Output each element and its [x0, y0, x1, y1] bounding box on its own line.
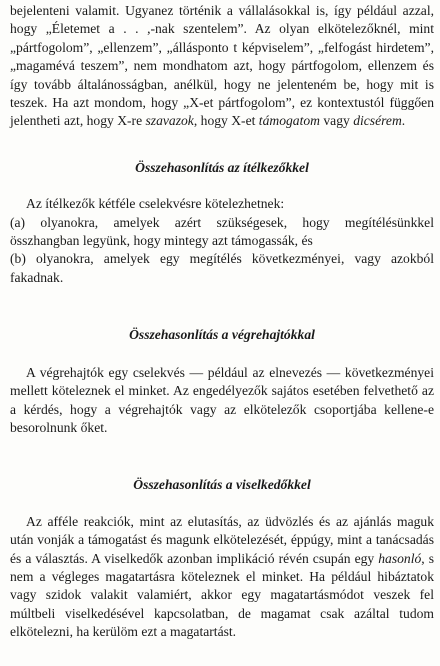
section-heading-executors: Összehasonlítás a végrehajtókkal — [129, 327, 315, 343]
judges-item-b: (b) olyanokra, amelyek egy megítélés következményei, vagy azokból fakadnak. — [10, 251, 434, 285]
intro-italic-vote: szavazok — [145, 113, 194, 129]
behavers-italic-similar: hasonló — [378, 550, 422, 566]
section-heading-behavers: Összehasonlítás a viselkedőkkel — [133, 477, 311, 493]
intro-text-3: vagy — [319, 113, 354, 129]
behavers-text-1: Az afféle reakciók, mint az elutasítás, az üdvözlés és az ajánlás maguk után vonják a támogatást és magunk elkötelezését, éppúgy, mint a tanácsadás és a választás. A viselkedők azonban implikáció révén csupán egy — [10, 513, 434, 566]
intro-paragraph — [10, 2, 434, 131]
judges-lead: Az ítélkezők kétféle cselekvésre kötelezhetnek: — [26, 196, 285, 212]
section-body-behavers — [10, 513, 434, 642]
section-body-judges — [10, 195, 434, 287]
section-body-executors: A végrehajtók egy cselekvés — például az elnevezés — következményei mellett köteleznek el minket. Az engedélyezők sajátos esetében felvethető az a kérdés, hogy a végrehajtók vagy az elkötelezők csoportjába kellene-e besorolnunk őket. — [10, 364, 434, 435]
intro-italic-praise: dicsérem — [353, 113, 402, 129]
intro-text-1: bejelenteni valamit. Ugyanez történik a vállalásokkal is, így például azzal, hogy „Életemet a . . ,-nak szentelem”. Az olyan elkötelezőknél, mint „pártfogolom”, „ellenzem”, „állásponto t képviselem”, „felfogást hirdetem”, „magamévá teszem”, nem mondhatom azt, hogy pártfogolom, ellenzem és így tovább általánosságban, anélkül, hogy ne jelenteném be, hogy mit is teszek. Ha azt mondom, hogy „X-et pártfogolom”, ez kontextustól függően jelentheti azt, hogy X-re — [10, 3, 434, 129]
intro-italic-support: támogatom — [258, 113, 320, 129]
intro-text-4: . — [401, 113, 406, 129]
behavers-text-2: , s nem a végleges magatartásra köteleznek el minket. Ha például hibáztatok vagy szidok valakit valamiért, akkor egy magatartásmódot veszek fel múltbeli viselkedésével kapcsolatban, de magamat csak azáltal tudom elkötelezni, ha kerülöm ezt a magatartást. — [10, 550, 434, 640]
judges-item-a: (a) olyanokra, amelyek azért szükségesek, hogy megítélésünkkel összhangban legyünk, hogy mintegy azt támogassák, és — [10, 214, 434, 249]
section-heading-judges: Összehasonlítás az ítélkezőkkel — [135, 159, 309, 175]
intro-text-2: , hogy X-et — [193, 113, 259, 129]
